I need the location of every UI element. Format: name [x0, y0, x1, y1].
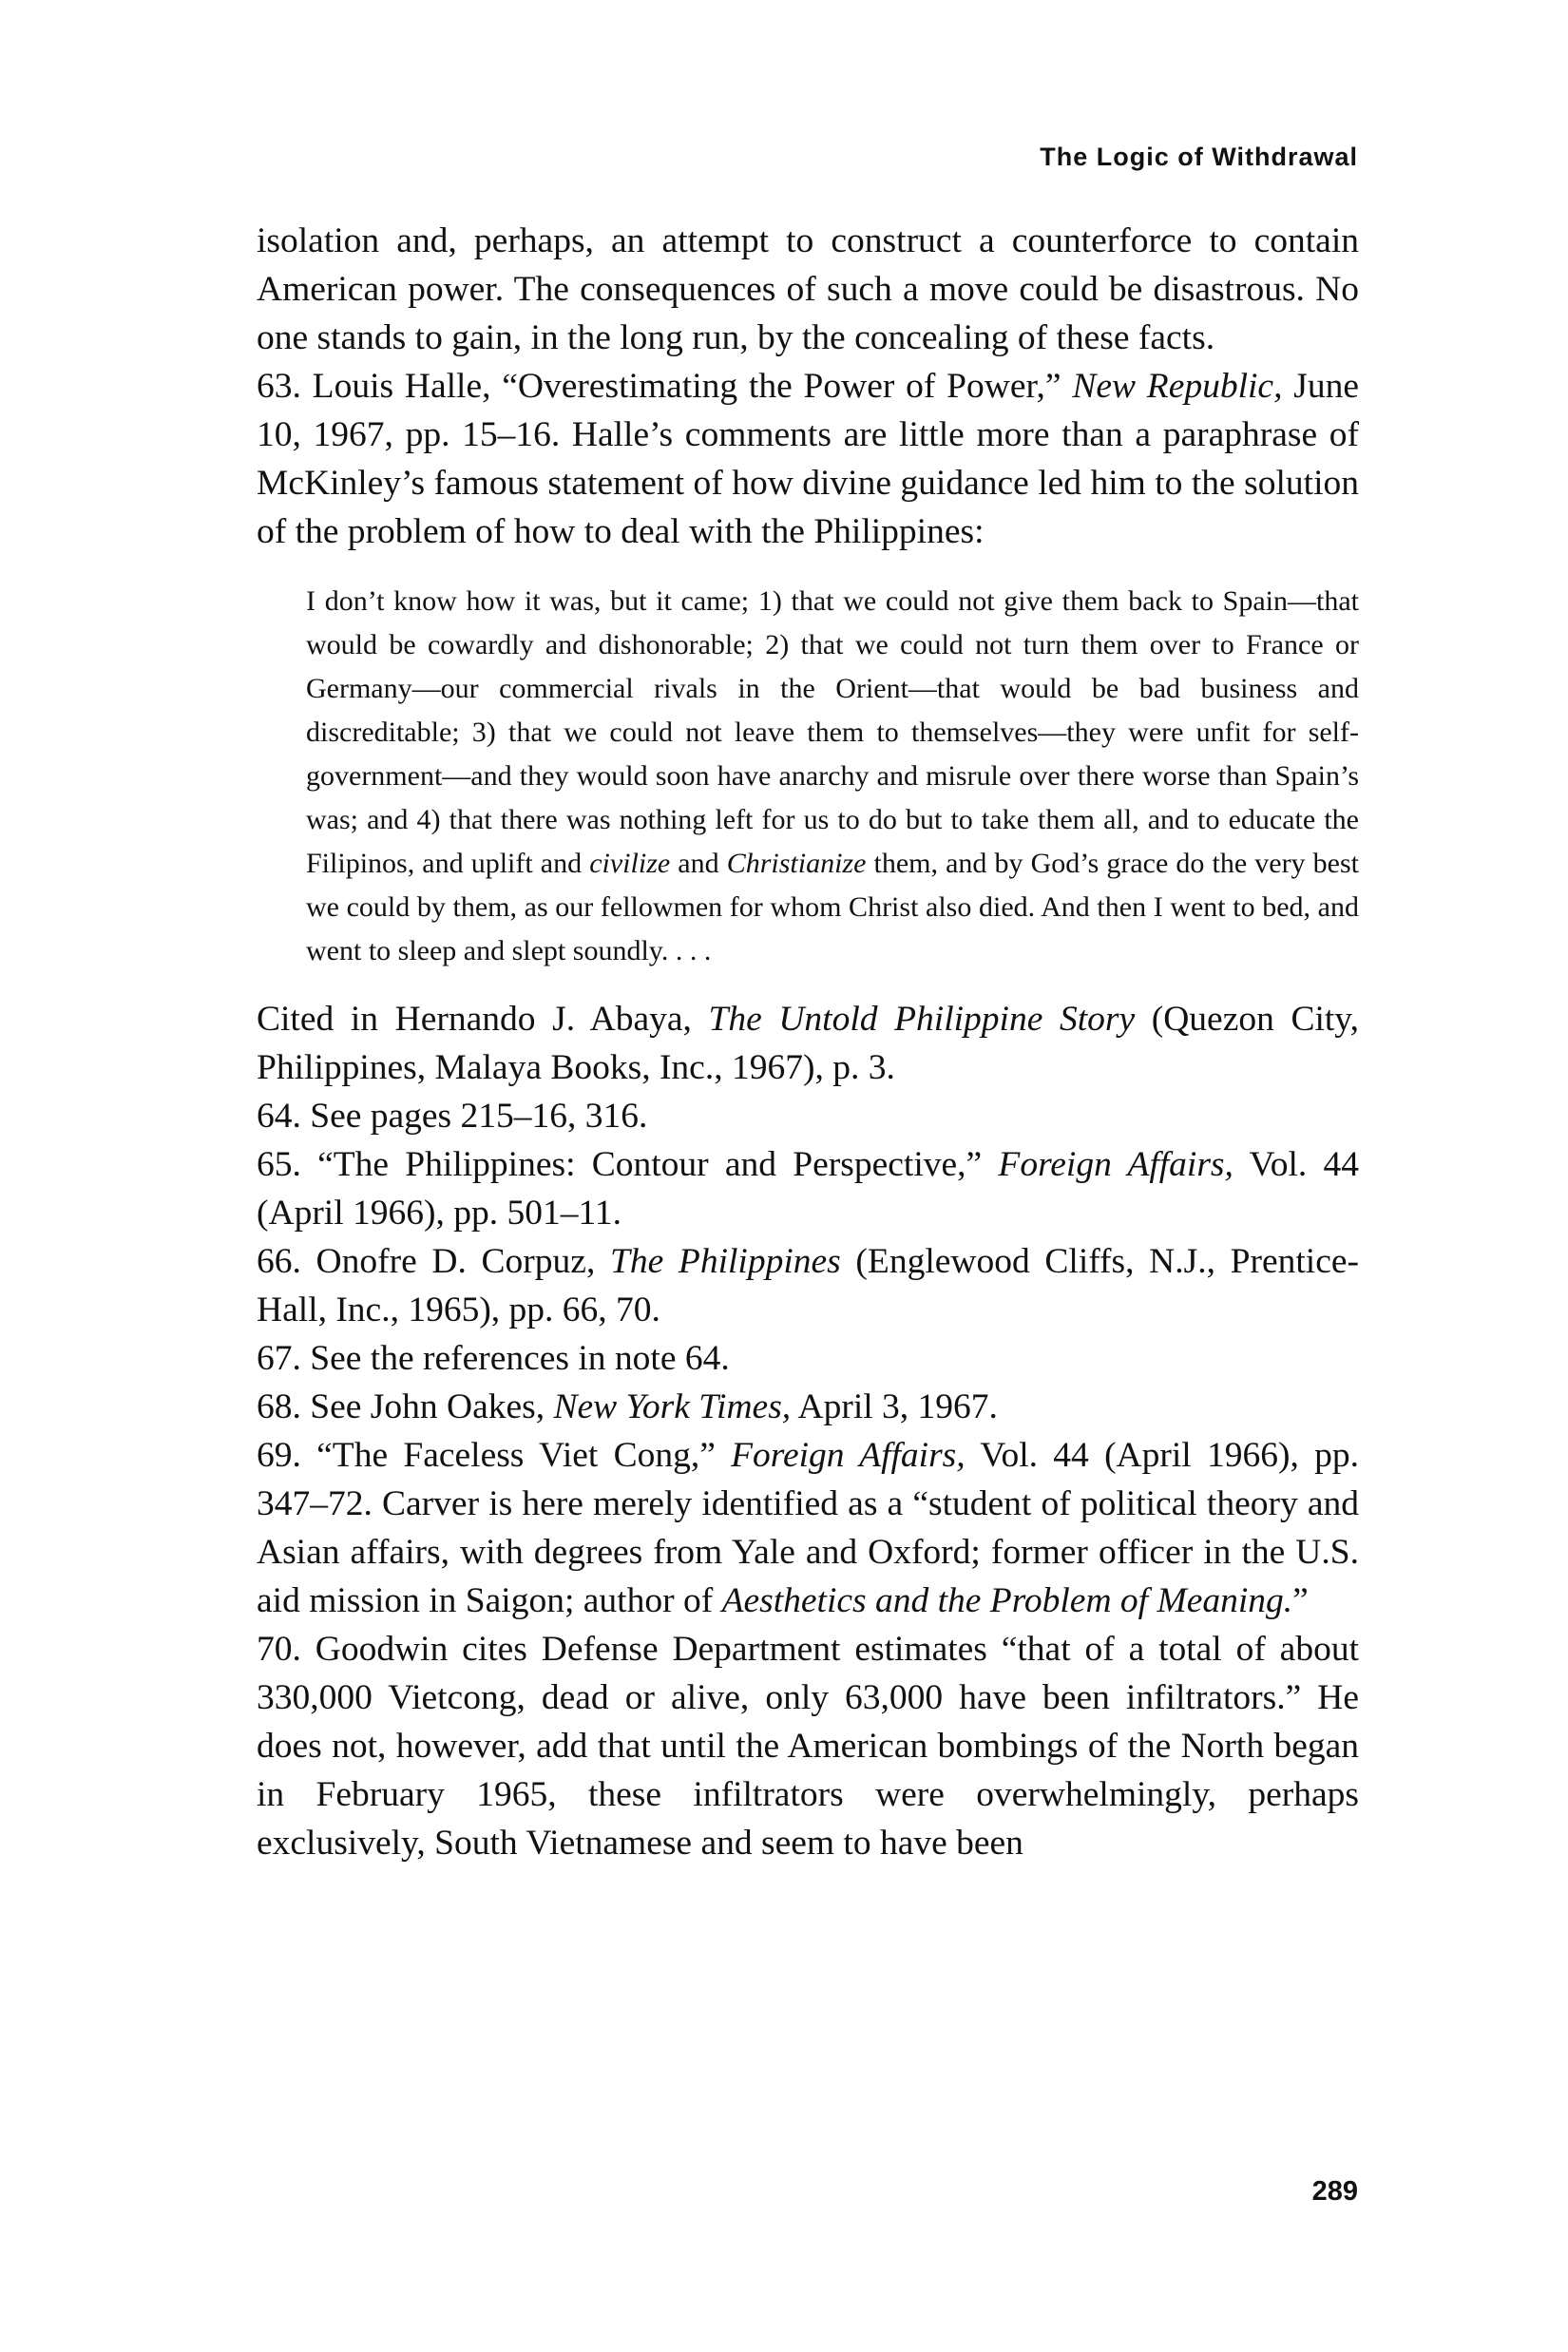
note-64: 64. See pages 215–16, 316. [257, 1097, 648, 1136]
continuation-paragraph: isolation and, perhaps, an attempt to construct a counterforce to contain American power. The consequences of such a move could be disastrous. No one stands to gain, in the long run, by the concealing of these facts. [257, 221, 1359, 357]
note-70: 70. Goodwin cites Defense Department estimates “that of a total of about 330,000 Vietcong, dead or alive, only 63,000 have been infiltrators.” He does not, however, add that until the American bombings of the North began in February 1965, these infiltrators were overwhelmingly, perhaps exclusively, South Vietnamese and seem to have been [257, 1630, 1359, 1863]
note-68: 68. See John Oakes, New York Times, April 3, 1967. [257, 1387, 998, 1426]
page-number: 289 [1311, 2176, 1358, 2207]
note-67: 67. See the references in note 64. [257, 1339, 730, 1378]
note-63-journal: New Republic, [1072, 367, 1283, 406]
note-66: 66. Onofre D. Corpuz, The Philippines (Englewood Cliffs, N.J., Prentice-Hall, Inc., 1965), pp. 66, 70. [257, 1242, 1359, 1329]
mckinley-quote: I don’t know how it was, but it came; 1) that we could not give them back to Spain—that would be cowardly and dishonorable; 2) that we could not turn them over to France or Germany—our commercial rivals in the Orient—that would be bad business and discreditable; 3) that we could not leave them to themselves—they were unfit for self-government—and they would soon have anarchy and misrule over there worse than Spain’s was; and 4) that there was nothing left for us to do but to take them all, and to educate the Filipinos, and uplift and civilize and Christianize them, and by God’s grace do the very best we could by them, as our fellowmen for whom Christ also died. And then I went to bed, and went to sleep and slept soundly. . . . [306, 585, 1359, 966]
note-69: 69. “The Faceless Viet Cong,” Foreign Affairs, Vol. 44 (April 1966), pp. 347–72. Carver is here merely identified as a “student of political theory and Asian affairs, with degrees from Yale and Oxford; former officer in the U.S. aid mission in Saigon; author of Aesthetics and the Problem of Meaning.” [257, 1436, 1359, 1620]
note-65: 65. “The Philippines: Contour and Perspective,” Foreign Affairs, Vol. 44 (April 1966), pp. 501–11. [257, 1145, 1359, 1233]
citation-abaya: Cited in Hernando J. Abaya, The Untold Philippine Story (Quezon City, Philippines, Malaya Books, Inc., 1967), p. 3. [257, 1000, 1359, 1087]
notes-text [257, 217, 1359, 1867]
running-head: The Logic of Withdrawal [1040, 143, 1358, 171]
note-63: 63. Louis Halle, “Overestimating the Power of Power,” New Republic, June 10, 1967, pp. 15–16. Halle’s comments are little more than a paraphrase of McKinley’s famous statement of how divine guidance led him to the solution of the problem of how to deal with the Philippines: [257, 367, 1360, 551]
